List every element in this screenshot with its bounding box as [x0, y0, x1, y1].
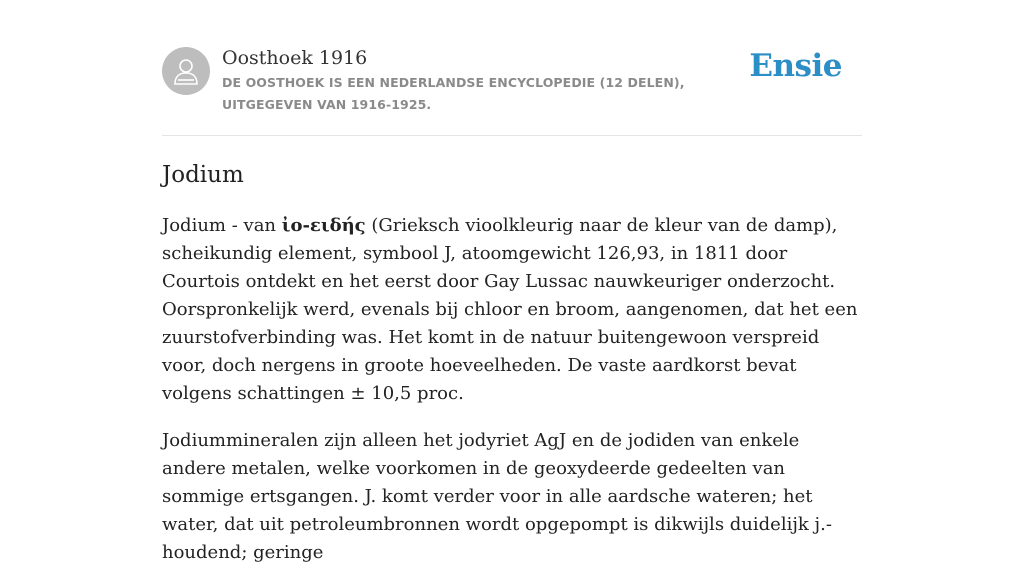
paragraph-text: (Grieksch vioolkleurig naar de kleur van de damp), scheikundig element, symbool J, atoomgewicht 126,93, in 1811 door Courtois ontdekt en het eerst door Gay Lussac nauwkeuriger onderzocht. Oorspronkelijk werd, evenals bij chloor en broom, aangenomen, dat het een zuurstofverbinding was. Het komt in de natuur buitengewoon verspreid voor, doch nergens in groote hoeveelheden. De vaste aardkorst bevat volgens schattingen ± 10,5 proc.: [162, 215, 858, 404]
brand-logo[interactable]: Ensie: [749, 48, 842, 84]
source-header: [162, 46, 862, 116]
article-body: [162, 212, 867, 586]
paragraph: [162, 212, 867, 408]
source-title[interactable]: Oosthoek 1916: [222, 47, 368, 69]
paragraph: Jodiummineralen zijn alleen het jodyriet AgJ en de jodiden van enkele andere metalen, welke voorkomen in de geoxydeerde gedeelten van sommige ertsgangen. J. komt verder voor in alle aardsche wateren; het water, dat uit petroleumbronnen wordt opgepompt is dikwijls duidelijk j.-houdend; geringe: [162, 430, 832, 563]
user-icon: [172, 56, 200, 86]
header-divider: [162, 135, 862, 136]
source-avatar[interactable]: [162, 47, 210, 95]
paragraph-prefix: Jodium - van: [162, 215, 282, 236]
article-title: Jodium: [162, 162, 244, 188]
greek-term: ἰο-ειδής: [281, 215, 366, 236]
source-description: DE OOSTHOEK IS EEN NEDERLANDSE ENCYCLOPEDIE (12 DELEN), UITGEGEVEN VAN 1916-1925.: [222, 75, 685, 112]
